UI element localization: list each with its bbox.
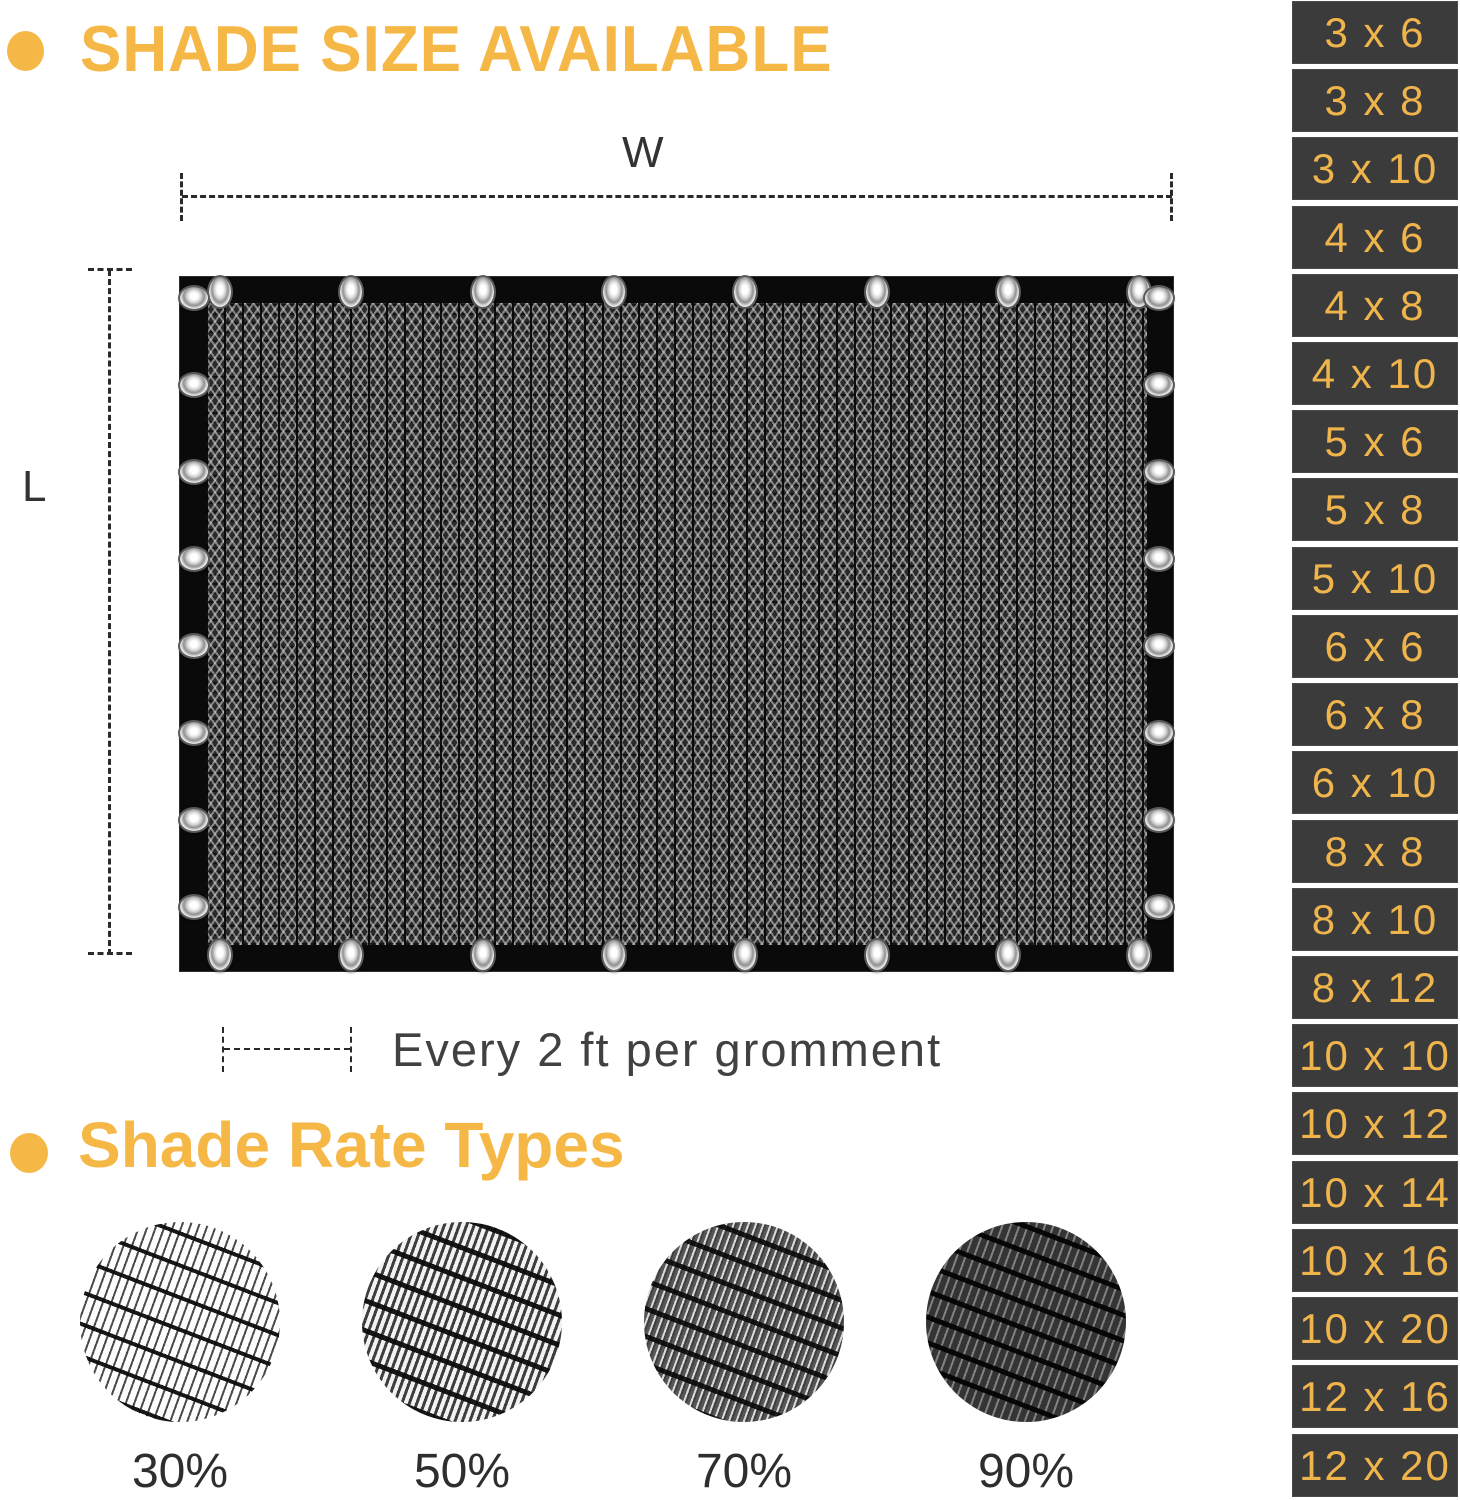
grommet-icon	[180, 722, 208, 744]
rate-swatch-30	[80, 1222, 280, 1422]
size-item: 3 x 10	[1292, 137, 1458, 200]
shade-net-panel	[180, 277, 1173, 971]
grommet-icon	[209, 940, 231, 970]
size-item: 4 x 6	[1292, 206, 1458, 269]
width-dimension-tick-right	[1170, 173, 1173, 221]
grommet-icon	[603, 940, 625, 970]
width-label: W	[622, 128, 664, 177]
bullet-icon	[10, 1133, 48, 1173]
length-label: L	[22, 462, 47, 511]
rate-section-title: Shade Rate Types	[78, 1109, 625, 1181]
grommet-icon	[1145, 635, 1173, 657]
size-item: 5 x 8	[1292, 478, 1458, 541]
grommet-icon	[997, 940, 1019, 970]
grommet-icon	[734, 940, 756, 970]
grommet-icon	[997, 277, 1019, 307]
grommet-icon	[1145, 374, 1173, 396]
size-item: 8 x 12	[1292, 956, 1458, 1019]
size-item: 10 x 14	[1292, 1161, 1458, 1224]
grommet-icon	[209, 277, 231, 307]
grommet-icon	[180, 461, 208, 483]
spacing-bracket-tick-left	[222, 1027, 224, 1072]
length-dimension-tick-bottom	[88, 952, 132, 955]
mesh-texture	[206, 303, 1147, 945]
size-item: 4 x 8	[1292, 274, 1458, 337]
rate-swatch-50	[362, 1222, 562, 1422]
rate-swatch-90	[926, 1222, 1126, 1422]
size-item: 10 x 20	[1292, 1297, 1458, 1360]
spacing-bracket-tick-right	[350, 1027, 352, 1072]
grommet-icon	[1145, 287, 1173, 309]
rate-label: 30%	[131, 1445, 229, 1498]
size-item: 12 x 20	[1292, 1434, 1458, 1497]
grommet-icon	[180, 548, 208, 570]
grommet-spacing-note: Every 2 ft per gromment	[392, 1023, 943, 1076]
grommet-icon	[1128, 940, 1150, 970]
size-item: 6 x 8	[1292, 683, 1458, 746]
length-dimension-line	[108, 270, 111, 955]
size-item: 6 x 10	[1292, 751, 1458, 814]
size-section-title: SHADE SIZE AVAILABLE	[80, 13, 833, 86]
size-item: 3 x 6	[1292, 1, 1458, 64]
size-item: 10 x 10	[1292, 1024, 1458, 1087]
grommet-icon	[1145, 548, 1173, 570]
grommet-icon	[180, 635, 208, 657]
size-item: 3 x 8	[1292, 69, 1458, 132]
size-item: 5 x 10	[1292, 547, 1458, 610]
grommet-icon	[472, 277, 494, 307]
rate-swatch-70	[644, 1222, 844, 1422]
grommet-icon	[1145, 809, 1173, 831]
size-item: 10 x 12	[1292, 1092, 1458, 1155]
size-item: 12 x 16	[1292, 1365, 1458, 1428]
length-dimension-tick-top	[88, 268, 132, 271]
grommet-icon	[180, 896, 208, 918]
size-item: 6 x 6	[1292, 615, 1458, 678]
width-dimension-tick-left	[180, 173, 183, 221]
grommet-icon	[866, 940, 888, 970]
rate-label: 90%	[977, 1445, 1075, 1498]
bullet-icon	[7, 31, 44, 71]
grommet-icon	[1145, 896, 1173, 918]
size-item: 5 x 6	[1292, 410, 1458, 473]
grommet-icon	[340, 940, 362, 970]
grommet-icon	[180, 287, 208, 309]
rate-label: 70%	[695, 1445, 793, 1498]
grommet-icon	[180, 374, 208, 396]
grommet-icon	[603, 277, 625, 307]
size-item: 10 x 16	[1292, 1229, 1458, 1292]
grommet-icon	[180, 809, 208, 831]
spacing-bracket-line	[224, 1048, 350, 1050]
size-item: 8 x 8	[1292, 820, 1458, 883]
rate-label: 50%	[413, 1445, 511, 1498]
size-item: 4 x 10	[1292, 342, 1458, 405]
size-item: 8 x 10	[1292, 888, 1458, 951]
grommet-icon	[1145, 461, 1173, 483]
grommet-icon	[866, 277, 888, 307]
grommet-icon	[472, 940, 494, 970]
width-dimension-line	[182, 195, 1172, 198]
grommet-icon	[1145, 722, 1173, 744]
